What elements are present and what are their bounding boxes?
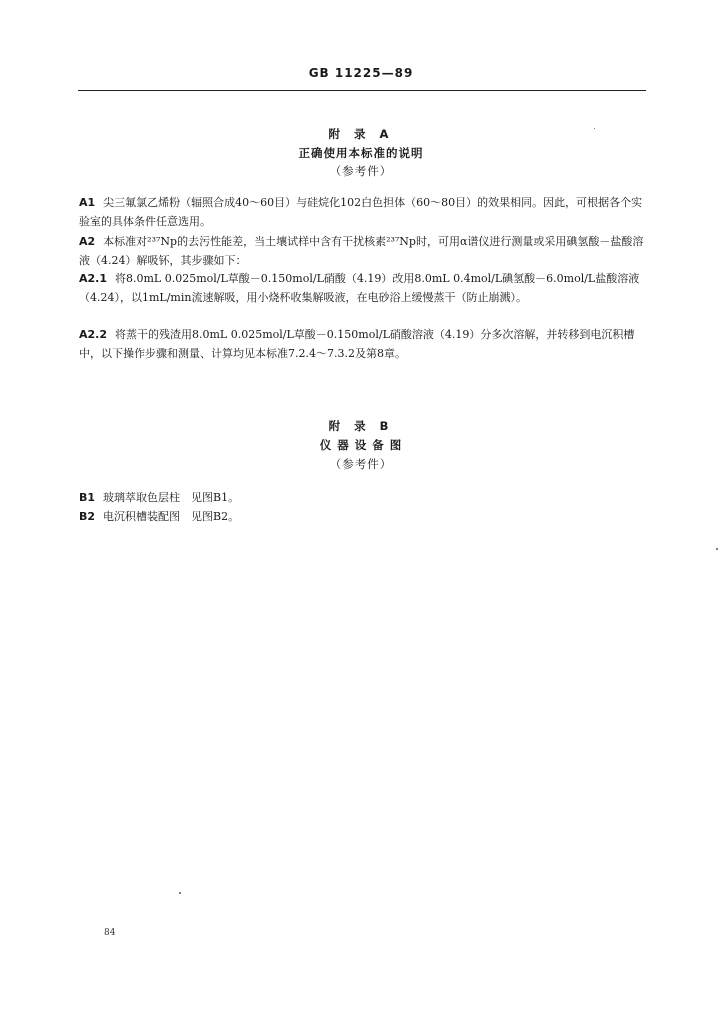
- header-rule: [78, 90, 646, 91]
- appendix-a-title: 正确使用本标准的说明: [298, 146, 424, 160]
- clause-number: A2.2: [79, 328, 107, 341]
- appendix-b-label: 附 录 B: [328, 419, 394, 433]
- clause-a2: [79, 233, 647, 270]
- scan-speck: [179, 892, 181, 894]
- appendix-b-title: 仪 器 设 备 图: [319, 438, 403, 452]
- clause-a1: [79, 194, 647, 231]
- appendix-a-label: 附 录 A: [328, 127, 394, 141]
- clause-text: 将8.0mL 0.025mol/L草酸－0.150mol/L硝酸（4.19）改用8.0mL 0.4mol/L碘氢酸－6.0mol/L盐酸溶液（4.24），以1mL/min流速解吸，用小烧杯收集解吸液，在电砂浴上缓慢蒸干（防止崩溅）。: [79, 272, 640, 304]
- clause-number: A2.1: [79, 272, 107, 285]
- clause-number: A2: [79, 235, 96, 248]
- page-number: 84: [104, 928, 116, 938]
- clause-b1: [79, 489, 647, 508]
- appendix-a-note: （参考件）: [329, 164, 393, 178]
- clause-text: 电沉积槽装配图 见图B2。: [103, 510, 240, 523]
- clause-text: 本标准对²³⁷Np的去污性能差，当土壤试样中含有干扰核素²³⁷Np时，可用α谱仪进行测量或采用碘氢酸－盐酸溶液（4.24）解吸钚，其步骤如下：: [79, 235, 644, 267]
- clause-text: 将蒸干的残渣用8.0mL 0.025mol/L草酸－0.150mol/L硝酸溶液（4.19）分多次溶解，并转移到电沉积槽中，以下操作步骤和测量、计算均见本标准7.2.4～7.3.2及第8章。: [79, 328, 635, 360]
- clause-text: 尖三氟氯乙烯粉（辐照合成40～60目）与硅烷化102白色担体（60～80目）的效果相同。因此，可根据各个实验室的具体条件任意选用。: [79, 196, 643, 228]
- clause-a2-1: [79, 270, 647, 307]
- clause-b2: [79, 508, 647, 527]
- clause-a2-2: [79, 326, 647, 363]
- scan-speck: [716, 548, 718, 550]
- clause-number: B2: [79, 510, 96, 523]
- appendix-b-note: （参考件）: [329, 457, 393, 471]
- scan-speck: [594, 128, 595, 129]
- clause-text: 玻璃萃取色层柱 见图B1。: [103, 491, 240, 504]
- clause-number: B1: [79, 491, 96, 504]
- clause-number: A1: [79, 196, 96, 209]
- standard-number-header: GB 11225—89: [308, 66, 414, 80]
